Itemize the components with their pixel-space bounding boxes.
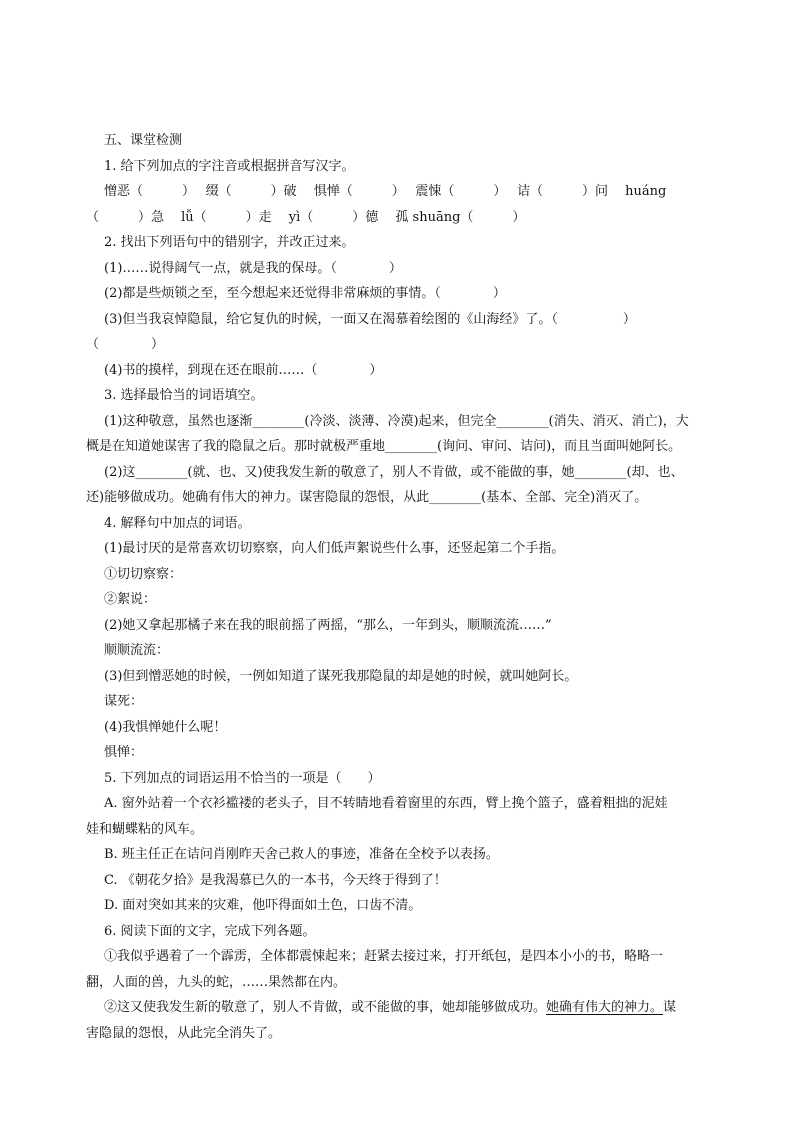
text-line [86,511,720,537]
text-line [86,460,720,486]
line-text: ②絮说： [104,592,157,607]
text-line [86,562,720,588]
line-text: (1)……说得阔气一点，就是我的保母。（ ） [104,260,402,276]
line-text: 害隐鼠的怨恨，从此完全消失了。 [86,1025,282,1041]
text-line [86,128,720,154]
underlined-sentence: 她确有伟大的神力。 [546,1000,664,1015]
line-text: 概是在知道她谋害了我的隐鼠之后。那时就极严重地________(询问、审问、诘问)，而且当面叫她阿长。 [86,439,682,454]
text-line [86,332,720,358]
line-text: 6. 阅读下面的文字，完成下列各题。 [104,923,316,939]
line-text: 惧惮： [104,745,144,760]
line-text: (1)这种敬意，虽然也逐渐________(冷淡、淡薄、冷漠)起来，但完全________(消失、消灭、消亡)，大 [104,413,689,429]
text-line [86,919,720,945]
line-text: 谋死： [104,694,144,709]
line-text: (3)但到憎恶她的时候，一例如知道了谋死我那隐鼠的却是她的时候，就叫她阿长。 [104,668,578,684]
line-text: 憎恶（ ） 缀（ ）破 惧惮（ ） 震悚（ ） 诘（ ）问 huáng [104,184,667,199]
text-line [86,256,720,282]
text-line [86,868,720,894]
text-line [86,307,720,333]
text-line [86,434,720,460]
text-line [86,842,720,868]
line-text: (2)她又拿起那橘子来在我的眼前摇了两摇，“那么，一年到头，顺顺流流……” [104,617,552,633]
text-line [86,536,720,562]
text-line [86,893,720,919]
line-text: 3. 选择最恰当的词语填空。 [104,388,264,403]
line-text: （ ） [86,337,165,352]
line-text: 4. 解释句中加点的词语。 [104,515,251,531]
line-text: 翻，人面的兽，九头的蛇，……果然都在内。 [86,974,347,990]
text-line [86,995,720,1021]
line-text: D. 面对突如其来的灾难，他吓得面如土色，口齿不清。 [104,898,422,913]
line-text: (4)我惧惮她什么呢！ [104,719,227,735]
line-tail: 谋 [663,1000,677,1015]
line-text: 五、课堂检测 [104,133,183,148]
line-text: B. 班主任正在诘问肖刚昨天舍己救人的事迹，准备在全校予以表扬。 [104,847,499,862]
text-line [86,205,720,231]
line-text: 5. 下列加点的词语运用不恰当的一项是（ ） [104,770,381,786]
text-line [86,766,720,792]
line-text: 1. 给下列加点的字注音或根据拼音写汉字。 [104,158,355,174]
document-body [86,128,720,1046]
text-line [86,791,720,817]
line-text: 娃和蝴蝶粘的风车。 [86,821,204,837]
text-line [86,689,720,715]
line-text: ①我似乎遇着了一个霹雳，全体都震悚起来；赶紧去接过来，打开纸包，是四本小小的书，略略一 [104,949,664,964]
line-text: 2. 找出下列语句中的错别字，并改正过来。 [104,235,355,250]
text-line [86,281,720,307]
text-line [86,485,720,511]
text-line [86,358,720,384]
line-text: ①切切察察： [104,566,183,582]
line-text: (2)这________(就、也、又)使我发生新的敬意了，别人不肯做，或不能做的事，她________(却、也、 [104,464,684,480]
line-text: ②这又使我发生新的敬意了，别人不肯做，或不能做的事，她却能够做成功。 [104,1000,547,1015]
text-line [86,230,720,256]
line-text: (3)但当我哀悼隐鼠，给它复仇的时候，一面又在渴慕着绘图的《山海经》了。（ ） [104,311,636,327]
text-line [86,817,720,843]
text-line [86,715,720,741]
text-line [86,154,720,180]
text-line [86,409,720,435]
text-line [86,944,720,970]
text-line [86,613,720,639]
line-text: 还)能够做成功。她确有伟大的神力。谋害隐鼠的怨恨，从此________(基本、全部、完全)消灭了。 [86,490,648,505]
text-line [86,179,720,205]
text-line [86,970,720,996]
line-text: 顺顺流流： [104,643,170,658]
text-line [86,383,720,409]
line-text: C. 《朝花夕拾》是我渴慕已久的一本书，今天终于得到了！ [104,872,447,888]
text-line [86,587,720,613]
text-line [86,740,720,766]
line-text: （ ）急 lǚ（ ）走 yì（ ）德 孤 shuāng（ ） [86,209,526,225]
line-text: (1)最讨厌的是常喜欢切切察察，向人们低声絮说些什么事，还竖起第二个手指。 [104,541,565,556]
text-line [86,1021,720,1047]
line-text: A. 窗外站着一个衣衫褴褛的老头子，目不转睛地看着窗里的东西，臂上挽个篮子，盛着粗拙的泥娃 [104,796,668,811]
line-text: (4)书的摸样，到现在还在眼前……（ ） [104,362,383,378]
text-line [86,638,720,664]
line-text: (2)都是些烦锁之至，至今想起来还觉得非常麻烦的事情。（ ） [104,286,506,301]
text-line [86,664,720,690]
